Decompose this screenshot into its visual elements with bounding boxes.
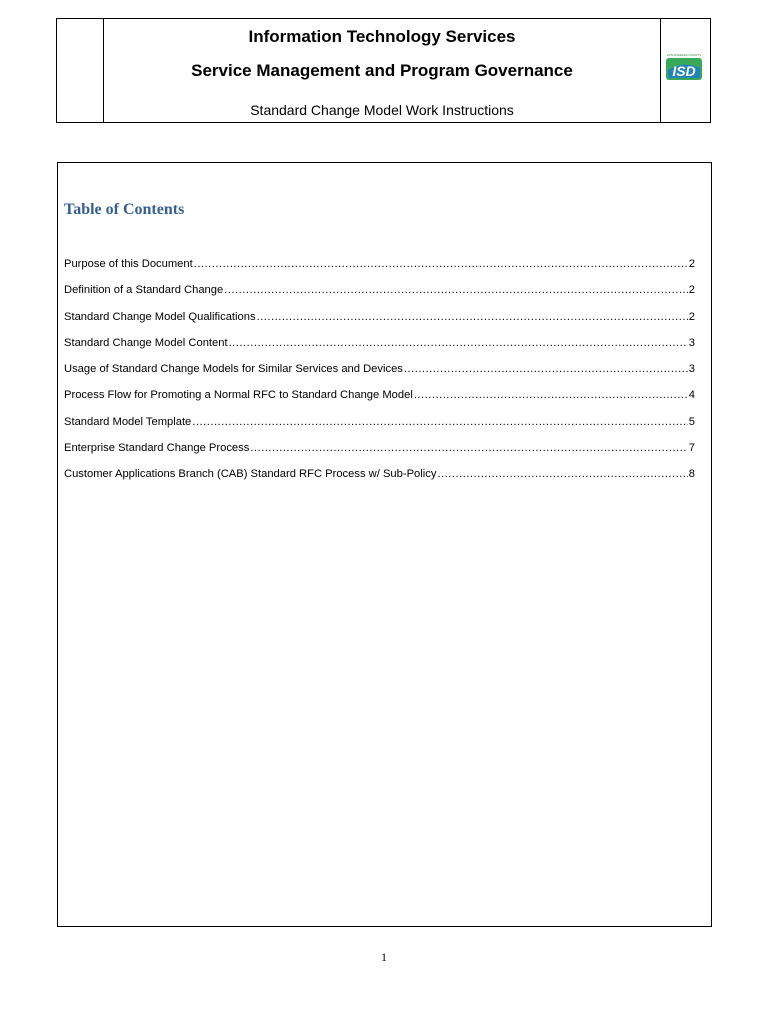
header-logo-cell [660,19,710,122]
toc-leader-dots [229,337,688,349]
toc-entry[interactable] [64,389,695,415]
toc-leader-dots [414,389,688,401]
toc-entry-page: 2 [688,258,695,270]
toc-entry-label: Definition of a Standard Change [64,284,224,297]
toc-leader-dots [404,363,688,375]
toc-entry-page: 4 [688,389,695,402]
toc-entry[interactable] [64,363,695,389]
toc-leader-dots [437,468,687,480]
toc-entry-page: 3 [688,336,695,349]
toc-entry-label: Usage of Standard Change Models for Similar Services and Devices [64,363,403,376]
header-org-title: Information Technology Services [248,27,516,46]
page-number: 1 [381,950,387,964]
toc-entry[interactable] [64,311,695,337]
header-left-cell [57,19,104,122]
toc-entry-label: Purpose of this Document [64,258,193,270]
header-division-title: Service Management and Program Governance [191,61,573,80]
toc-entry[interactable] [64,442,695,468]
toc-leader-dots [224,284,688,296]
toc-entry-label: Standard Model Template [64,415,192,428]
toc-entry-label: Process Flow for Promoting a Normal RFC to Standard Change Model [64,389,413,402]
header-document-title: Standard Change Model Work Instructions [250,102,514,118]
toc-leader-dots [192,416,687,428]
document-header [56,18,711,123]
toc-entry[interactable] [64,258,695,284]
logo-text: ISD [672,63,696,79]
toc-heading: Table of Contents [64,201,185,218]
toc-leader-dots [257,311,688,323]
header-title-cell [104,19,660,122]
toc-entry-page: 7 [688,442,695,455]
toc-entry-label: Standard Change Model Qualifications [64,310,256,323]
toc-leader-dots [194,258,688,270]
toc-entry-page: 2 [688,284,695,297]
toc-leader-dots [250,442,687,454]
toc-entry-label: Standard Change Model Content [64,336,228,349]
logo-small-text: LOS ANGELES COUNTY [666,53,702,57]
table-of-contents-box [57,162,712,927]
toc-entry-page: 5 [688,415,695,428]
toc-entry-label: Enterprise Standard Change Process [64,442,250,455]
isd-logo [665,52,703,82]
toc-entry-label: Customer Applications Branch (CAB) Standard RFC Process w/ Sub-Policy [64,468,437,481]
toc-entry-page: 3 [688,363,695,376]
toc-entry-page: 2 [688,310,695,323]
toc-entry[interactable] [64,416,695,442]
toc-entry[interactable] [64,337,695,363]
toc-entry[interactable] [64,284,695,310]
toc-entry-page: 8 [688,468,695,481]
toc-list [64,258,695,495]
toc-entry[interactable] [64,468,695,494]
